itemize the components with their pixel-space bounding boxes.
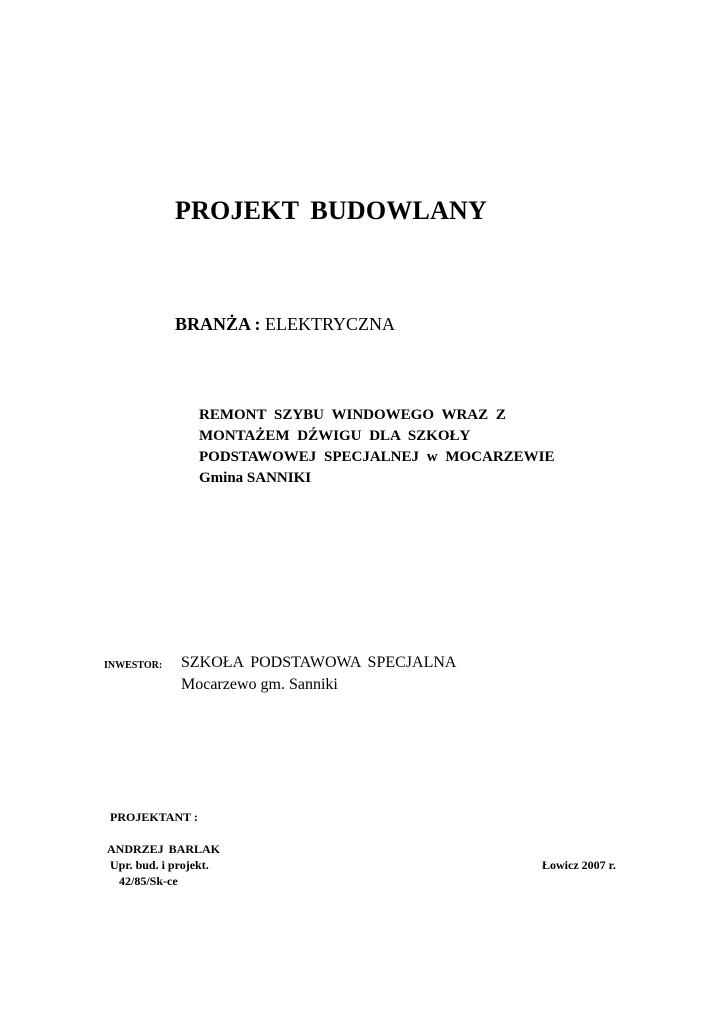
subject-line-3: PODSTAWOWEJ SPECJALNEJ w MOCARZEWIE <box>199 449 555 465</box>
inwestor-address: Mocarzewo gm. Sanniki <box>181 676 338 693</box>
place-date: Łowicz 2007 r. <box>542 858 616 872</box>
subject-line-4: Gmina SANNIKI <box>199 470 312 486</box>
branza-line <box>175 314 395 335</box>
branza-label: BRANŻA : <box>175 314 261 334</box>
projektant-qualification: Upr. bud. i projekt. <box>110 858 209 872</box>
document-title: PROJEKT BUDOWLANY <box>175 196 488 225</box>
subject-line-2: MONTAŻEM DŹWIGU DLA SZKOŁY <box>199 428 471 444</box>
subject-line-1: REMONT SZYBU WINDOWEGO WRAZ Z <box>199 407 506 423</box>
inwestor-name: SZKOŁA PODSTAWOWA SPECJALNA <box>181 654 457 671</box>
projektant-label: PROJEKTANT : <box>110 810 198 824</box>
projektant-name: ANDRZEJ BARLAK <box>107 842 221 856</box>
branza-value: ELEKTRYCZNA <box>265 314 396 334</box>
inwestor-label: INWESTOR: <box>104 660 163 671</box>
project-subject <box>199 405 555 489</box>
projektant-license-number: 42/85/Sk-ce <box>119 874 178 888</box>
